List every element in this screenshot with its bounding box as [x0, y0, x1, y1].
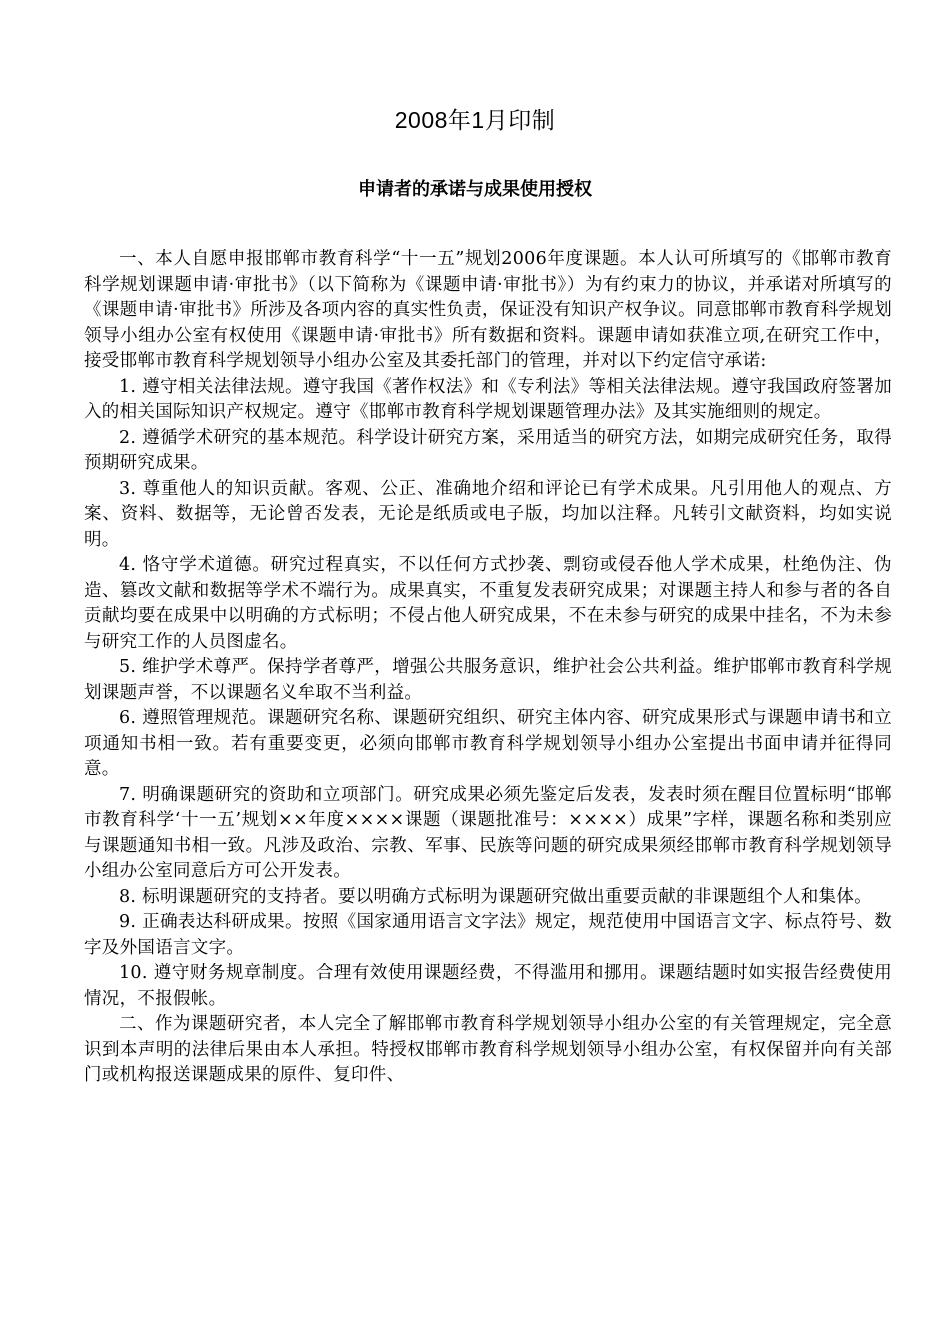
clause-5: 5. 维护学术尊严。保持学者尊严，增强公共服务意识，维护社会公共利益。维护邯郸市教育科学规划课题声誉，不以课题名义牟取不当利益。	[84, 657, 892, 703]
clause-8: 8. 标明课题研究的支持者。要以明确方式标明为课题研究做出重要贡献的非课题组个人和集体。	[119, 886, 872, 907]
document-body	[84, 247, 892, 1089]
print-date: 2008年1月印制	[394, 107, 556, 133]
clause-4: 4. 恪守学术道德。研究过程真实，不以任何方式抄袭、剽窃或侵吞他人学术成果，杜绝伪注、伪造、篡改文献和数据等学术不端行为。成果真实，不重复发表研究成果；对课题主持人和参与者的各自贡献均要在成果中以明确的方式标明；不侵占他人研究成果，不在未参与研究的成果中挂名，不为未参与研究工作的人员图虚名。	[84, 555, 892, 652]
clause-7: 7. 明确课题研究的资助和立项部门。研究成果必须先鉴定后发表，发表时须在醒目位置标明“邯郸市教育科学‘十一五’规划××年度××××课题（课题批准号：××××）成果”字样，课题名称和类别应与课题通知书相一致。凡涉及政治、宗教、军事、民族等问题的研究成果须经邯郸市教育科学规划领导小组办公室同意后方可公开发表。	[84, 784, 892, 881]
clause-2: 2. 遵循学术研究的基本规范。科学设计研究方案，采用适当的研究方法，如期完成研究任务，取得预期研究成果。	[84, 427, 892, 473]
clause-6: 6. 遵照管理规范。课题研究名称、课题研究组织、研究主体内容、研究成果形式与课题申请书和立项通知书相一致。若有重要变更，必须向邯郸市教育科学规划领导小组办公室提出书面申请并征得同意。	[84, 708, 892, 779]
clause-1: 1. 遵守相关法律法规。遵守我国《著作权法》和《专利法》等相关法律法规。遵守我国政府签署加入的相关国际知识产权规定。遵守《邯郸市教育科学规划课题管理办法》及其实施细则的规定。	[84, 376, 892, 422]
paragraph-intro: 一、本人自愿申报邯郸市教育科学“十一五”规划2006年度课题。本人认可所填写的《邯郸市教育科学规划课题申请·审批书》（以下简称为《课题申请·审批书》）为有约束力的协议，并承诺对所填写的《课题申请·审批书》所涉及各项内容的真实性负责，保证没有知识产权争议。同意邯郸市教育科学规划领导小组办公室有权使用《课题申请·审批书》所有数据和资料。课题申请如获准立项,在研究工作中，接受邯郸市教育科学规划领导小组办公室及其委托部门的管理，并对以下约定信守承诺:	[84, 249, 892, 371]
paragraph-authorization: 二、作为课题研究者，本人完全了解邯郸市教育科学规划领导小组办公室的有关管理规定，完全意识到本声明的法律后果由本人承担。特授权邯郸市教育科学规划领导小组办公室，有权保留并向有关部门或机构报送课题成果的原件、复印件、	[84, 1014, 892, 1085]
clause-10: 10. 遵守财务规章制度。合理有效使用课题经费，不得滥用和挪用。课题结题时如实报告经费使用情况，不报假帐。	[84, 963, 892, 1009]
document-title: 申请者的承诺与成果使用授权	[358, 179, 592, 200]
clause-9: 9. 正确表达科研成果。按照《国家通用语言文字法》规定，规范使用中国语言文字、标点符号、数字及外国语言文字。	[84, 912, 892, 958]
clause-3: 3. 尊重他人的知识贡献。客观、公正、准确地介绍和评论已有学术成果。凡引用他人的观点、方案、资料、数据等，无论曾否发表，无论是纸质或电子版，均加以注释。凡转引文献资料，均如实说明。	[84, 478, 892, 550]
